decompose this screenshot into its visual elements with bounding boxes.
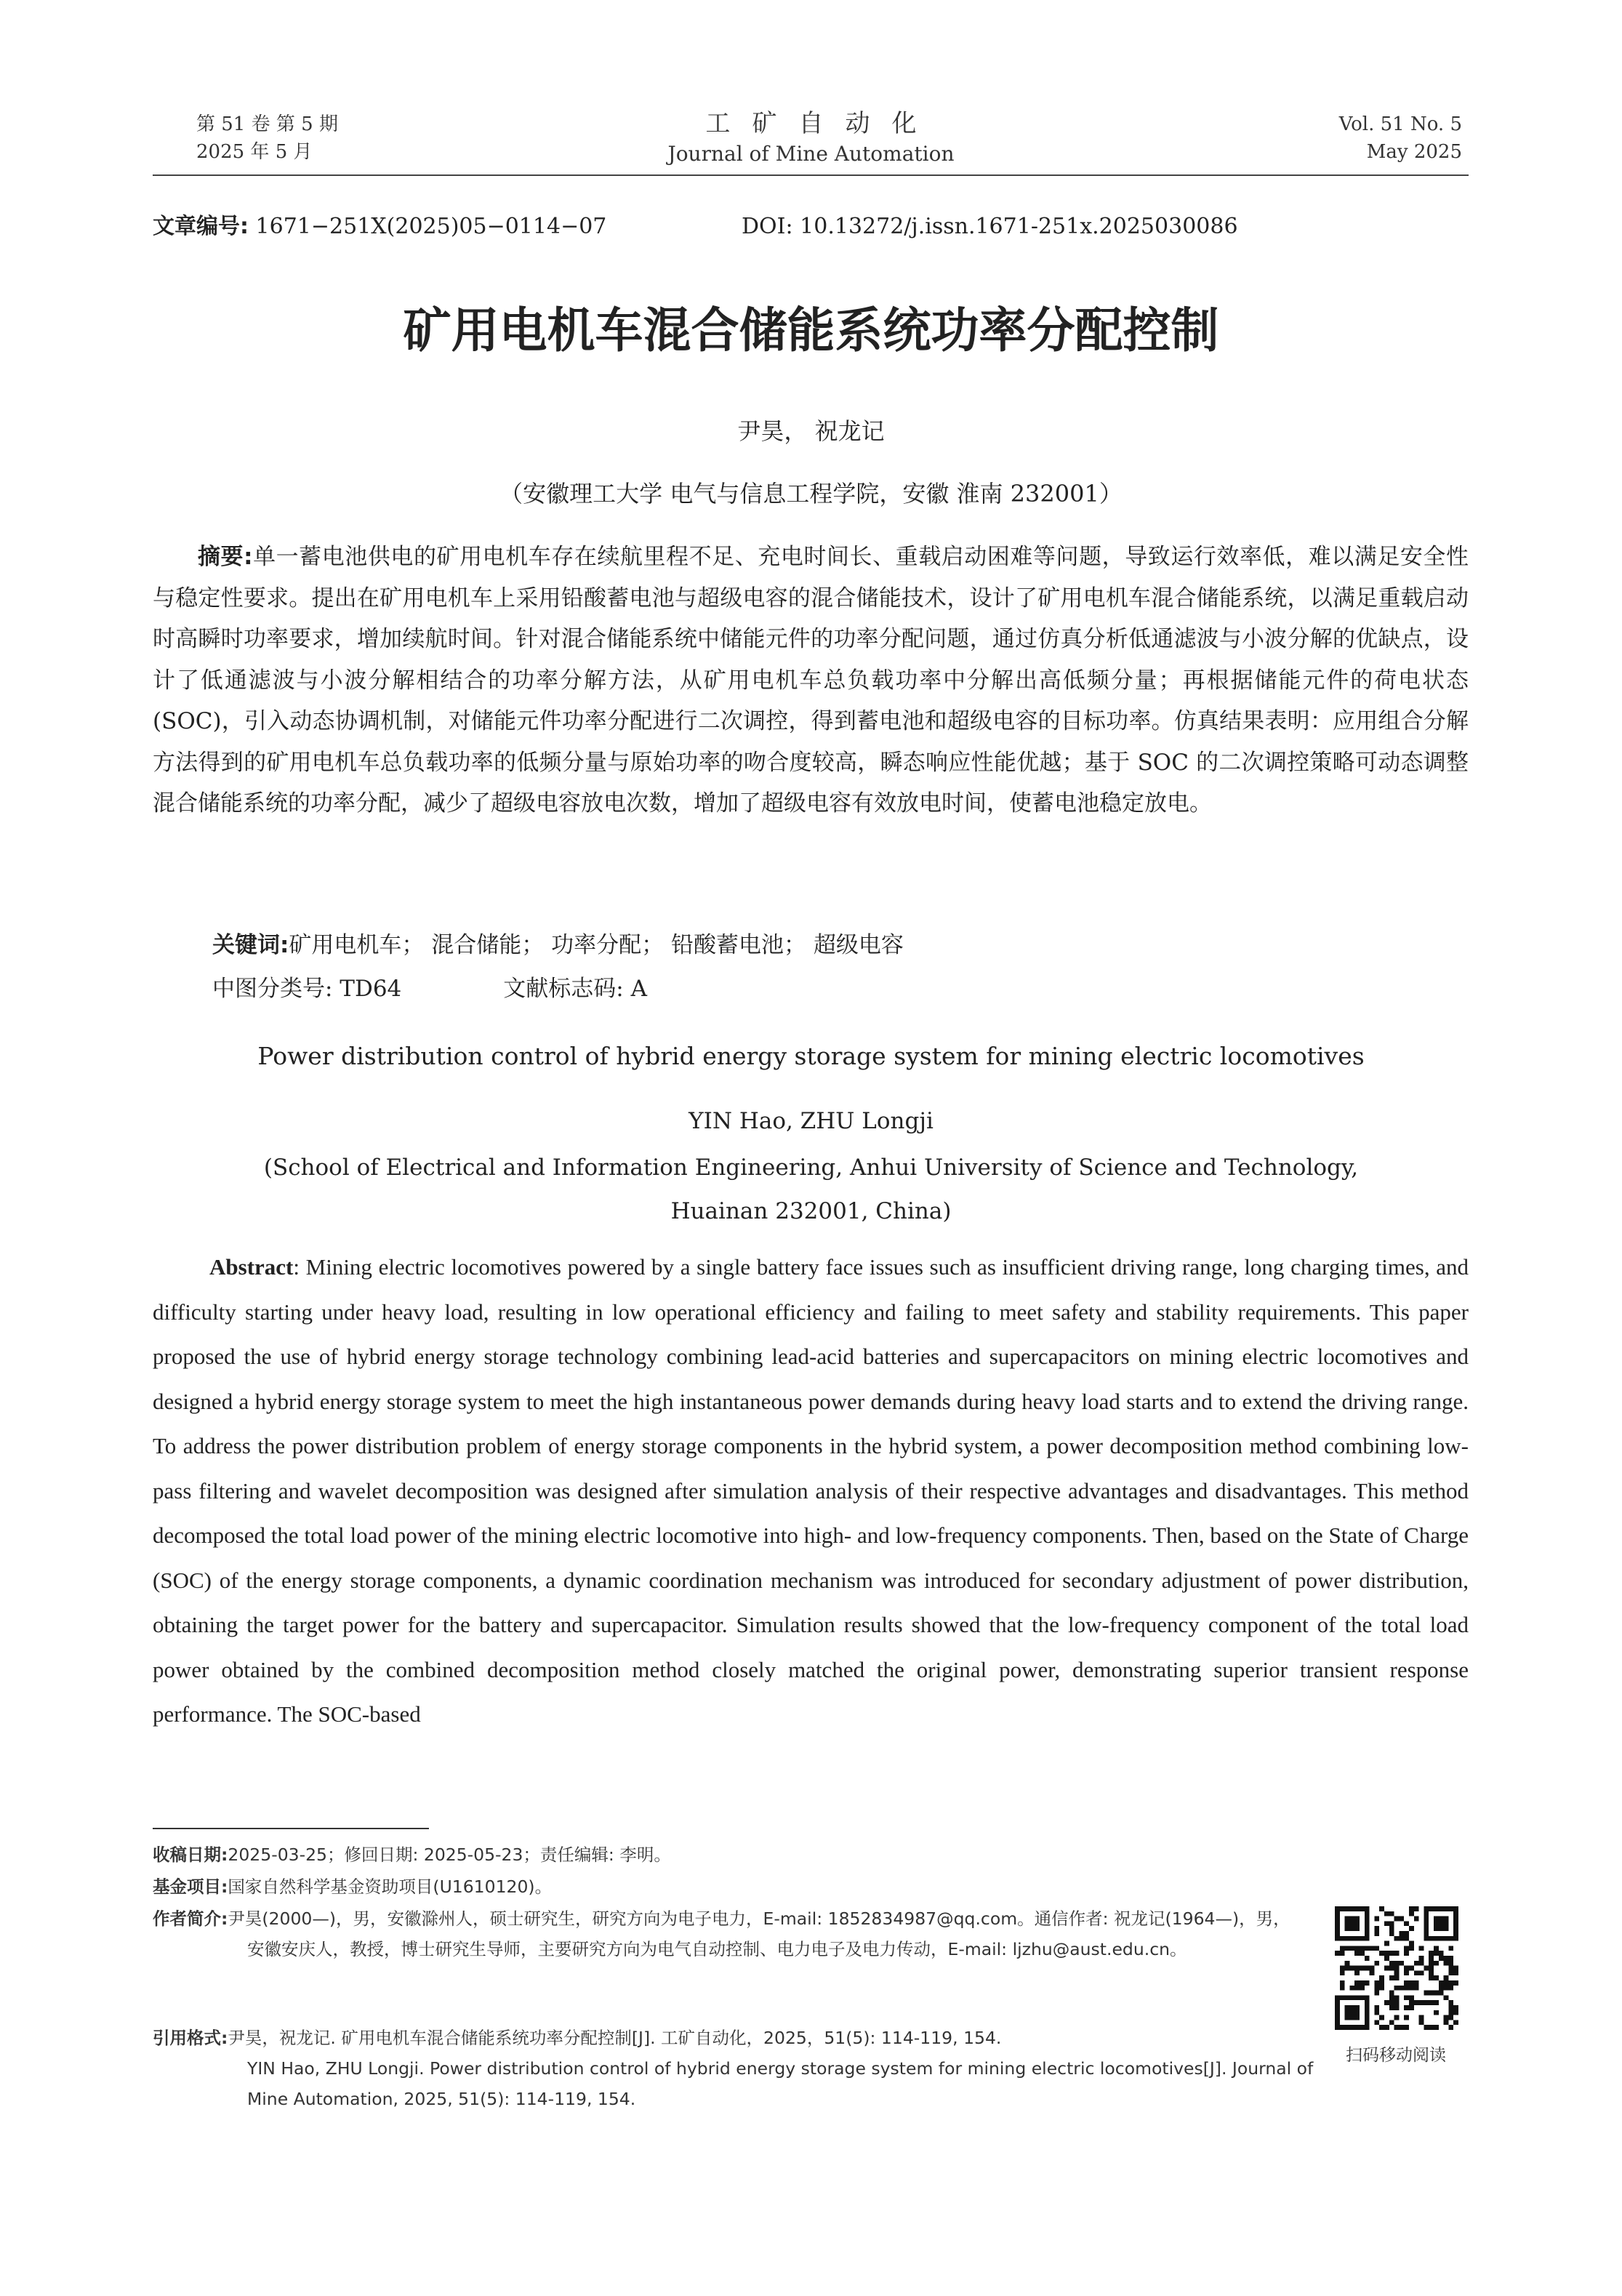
article-number [153, 211, 606, 243]
affiliation-cn: （安徽理工大学 电气与信息工程学院，安徽 淮南 232001） [499, 480, 1123, 507]
cite-label: 引用格式: [153, 2028, 228, 2048]
paper-title-en: Power distribution control of hybrid energy storage system for mining electric locomotives [257, 1042, 1365, 1070]
document-code: 文献标志码: A [503, 976, 647, 1002]
footnote-citation [153, 2023, 1316, 2114]
header-volume-en [1339, 111, 1462, 166]
clc-number: 中图分类号: TD64 [212, 976, 402, 1002]
header-rule [153, 174, 1469, 176]
bio-text: 尹昊(2000—)，男，安徽滁州人，硕士研究生，研究方向为电子电力，E-mail: 1852834987@qq.com。通信作者: 祝龙记(1964—)，男，安徽安庆人，教授，博士研究生导师，主要研究方向为电气自动控制、电力电子及电力传动，E-mail: ljzhu@aust.edu.cn。 [228, 1908, 1290, 1959]
cite-en: YIN Hao, ZHU Longji. Power distribution control of hybrid energy storage system for mining electric locomotives[J]. Journal of Mine Automation, 2025, 51(5): 114-119, 154. [247, 2058, 1314, 2109]
qr-code-icon[interactable] [1335, 1906, 1458, 2030]
affiliation-en-line1: (School of Electrical and Information Engineering, Anhui University of Science and Technology, [263, 1155, 1359, 1181]
abstract-cn-text: 单一蓄电池供电的矿用电机车存在续航里程不足、充电时间长、重载启动困难等问题，导致运行效率低，难以满足安全性与稳定性要求。提出在矿用电机车上采用铅酸蓄电池与超级电容的混合储能技术，设计了矿用电机车混合储能系统，以满足重载启动时高瞬时功率要求，增加续航时间。针对混合储能系统中储能元件的功率分配问题，通过仿真分析低通滤波与小波分解的优缺点，设计了低通滤波与小波分解相结合的功率分解方法，从矿用电机车总负载功率中分解出高低频分量；再根据储能元件的荷电状态(SOC)，引入动态协调机制，对储能元件功率分配进行二次调控，得到蓄电池和超级电容的目标功率。仿真结果表明：应用组合分解方法得到的矿用电机车总负载功率的低频分量与原始功率的吻合度较高，瞬态响应性能优越；基于 SOC 的二次调控策略可动态调整混合储能系统的功率分配，减少了超级电容放电次数，增加了超级电容有效放电时间，使蓄电池稳定放电。 [153, 544, 1469, 816]
fund-text: 国家自然科学基金资助项目(U1610120)。 [228, 1876, 553, 1897]
header-date-cn: 2025 年 5 月 [196, 141, 313, 163]
classification [212, 971, 647, 1006]
abstract-cn [153, 537, 1469, 824]
affiliation-en-line2: Huainan 232001, China) [670, 1198, 952, 1224]
article-number-value: 1671−251X(2025)05−0114−07 [255, 214, 607, 239]
fund-label: 基金项目: [153, 1876, 228, 1897]
doi: DOI: 10.13272/j.issn.1671-251x.2025030086 [742, 214, 1238, 239]
abstract-en [153, 1245, 1469, 1737]
journal-name-cn: 工矿自动化 [705, 109, 939, 138]
header-volume-issue: 第 51 卷 第 5 期 [196, 113, 338, 135]
keywords-cn [212, 928, 904, 963]
cite-cn: 尹昊，祝龙记. 矿用电机车混合储能系统功率分配控制[J]. 工矿自动化，2025，51(5): 114-119, 154. [228, 2028, 1002, 2048]
qr-caption: 扫码移动阅读 [1346, 2046, 1446, 2065]
authors-en: YIN Hao, ZHU Longji [688, 1108, 934, 1134]
authors-cn: 尹昊， 祝龙记 [737, 417, 885, 445]
paper-title-cn: 矿用电机车混合储能系统功率分配控制 [403, 302, 1219, 358]
bio-label: 作者简介: [153, 1908, 228, 1929]
header-volume-issue-en: Vol. 51 No. 5 [1338, 113, 1462, 135]
footnote-fund [153, 1871, 1301, 1902]
article-number-label: 文章编号: [153, 214, 249, 239]
abstract-en-label: Abstract [209, 1254, 294, 1280]
keywords-cn-text: 矿用电机车； 混合储能； 功率分配； 铅酸蓄电池； 超级电容 [289, 932, 904, 958]
footnote-received [153, 1839, 1301, 1870]
received-label: 收稿日期: [153, 1845, 228, 1865]
header-date-en: May 2025 [1366, 141, 1462, 163]
journal-name-en: Journal of Mine Automation [667, 142, 955, 166]
keywords-cn-label: 关键词: [212, 932, 289, 958]
affiliation-en [0, 1146, 1622, 1233]
received-text: 2025-03-25；修回日期: 2025-05-23；责任编辑: 李明。 [228, 1845, 671, 1865]
footnote-rule [153, 1828, 429, 1829]
abstract-en-text: : Mining electric locomotives powered by a single battery face issues such as insufficient driving range, long charging times, and difficulty starting under heavy load, resulting in low operational efficiency and failing to meet safety and stability requirements. This paper proposed the use of hybrid energy storage technology combining lead-acid batteries and supercapacitors on mining electric locomotives and designed a hybrid energy storage system to meet the high instantaneous power demands during heavy load starts and to extend the driving range. To address the power distribution problem of energy storage components in the hybrid system, a power decomposition method combining low-pass filtering and wavelet decomposition was designed after simulation analysis of their respective advantages and disadvantages. This method decomposed the total load power of the mining electric locomotive into high- and low-frequency components. Then, based on the State of Charge (SOC) of the energy storage components, a dynamic coordination mechanism was introduced for secondary adjustment of power distribution, obtaining the target power for the battery and supercapacitor. Simulation results showed that the low-frequency component of the total load power obtained by the combined decomposition method closely matched the original power, demonstrating superior transient response performance. The SOC-based [153, 1254, 1469, 1727]
footnote-bio [153, 1903, 1301, 1964]
abstract-cn-label: 摘要: [198, 544, 253, 570]
